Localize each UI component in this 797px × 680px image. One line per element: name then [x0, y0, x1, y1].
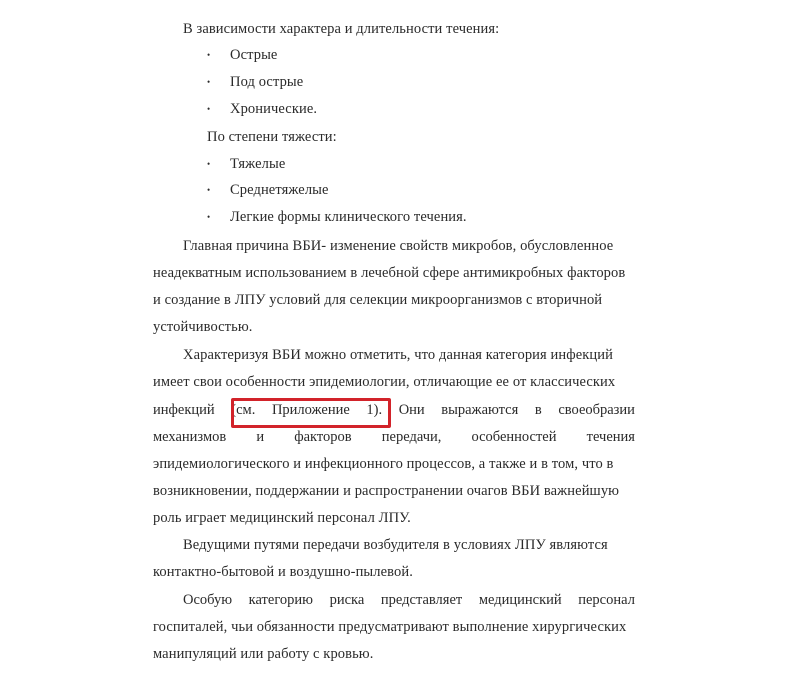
word: Они [398, 402, 425, 418]
paragraph-line: манипуляций или работу с кровью. [153, 646, 374, 662]
bullet-icon: • [207, 104, 211, 114]
paragraph-line: Характеризуя ВБИ можно отметить, что данная категория инфекций [183, 347, 613, 363]
word: 1). [366, 402, 383, 418]
heading-by-character: В зависимости характера и длительности течения: [183, 21, 500, 37]
paragraph-line: возникновении, поддержании и распространении очагов ВБИ важнейшую [153, 483, 620, 499]
paragraph-line: эпидемиологического и инфекционного процессов, а также и в том, что в [153, 456, 614, 472]
paragraph-line: устойчивостью. [153, 319, 253, 335]
highlight-box [231, 398, 391, 428]
bullet-icon: • [207, 185, 211, 195]
paragraph-line: Ведущими путями передачи возбудителя в условиях ЛПУ являются [183, 537, 608, 553]
paragraph-line: роль играет медицинский персонал ЛПУ. [153, 510, 411, 526]
word: риска [329, 592, 365, 608]
paragraph-line: и создание в ЛПУ условий для селекции микроорганизмов с вторичной [153, 292, 603, 308]
list-item: Тяжелые [230, 156, 286, 172]
word: выражаются [441, 402, 519, 418]
list-item: Легкие формы клинического течения. [230, 209, 467, 225]
paragraph-line: госпиталей, чьи обязанности предусматривают выполнение хирургических [153, 619, 627, 635]
paragraph-line [153, 427, 635, 447]
word: течения [586, 429, 635, 445]
word: представляет [380, 592, 463, 608]
paragraph-line [153, 400, 635, 420]
paragraph-line [183, 590, 635, 610]
list-item: Острые [230, 47, 278, 63]
bullet-icon: • [207, 50, 211, 60]
word: (см. [231, 402, 256, 418]
list-item: Под острые [230, 74, 304, 90]
word: медицинский [478, 592, 562, 608]
bullet-icon: • [207, 77, 211, 87]
word: категорию [248, 592, 313, 608]
paragraph-line: контактно-бытовой и воздушно-пылевой. [153, 564, 413, 580]
word: факторов [294, 429, 352, 445]
heading-by-severity: По степени тяжести: [207, 129, 337, 145]
word: и [256, 429, 265, 445]
word: в [534, 402, 542, 418]
word: инфекций [153, 402, 215, 418]
word: передачи, [381, 429, 442, 445]
paragraph-line: неадекватным использованием в лечебной сфере антимикробных факторов [153, 265, 626, 281]
list-item: Хронические. [230, 101, 318, 117]
paragraph-line: Главная причина ВБИ- изменение свойств микробов, обусловленное [183, 238, 614, 254]
word: своеобразии [558, 402, 635, 418]
word: механизмов [153, 429, 227, 445]
list-item: Среднетяжелые [230, 182, 329, 198]
bullet-icon: • [207, 212, 211, 222]
word: персонал [578, 592, 635, 608]
word: особенностей [471, 429, 557, 445]
bullet-icon: • [207, 159, 211, 169]
paragraph-line: имеет свои особенности эпидемиологии, отличающие ее от классических [153, 374, 616, 390]
appendix-reference[interactable]: Приложение [271, 402, 350, 418]
word: Особую [183, 592, 233, 608]
